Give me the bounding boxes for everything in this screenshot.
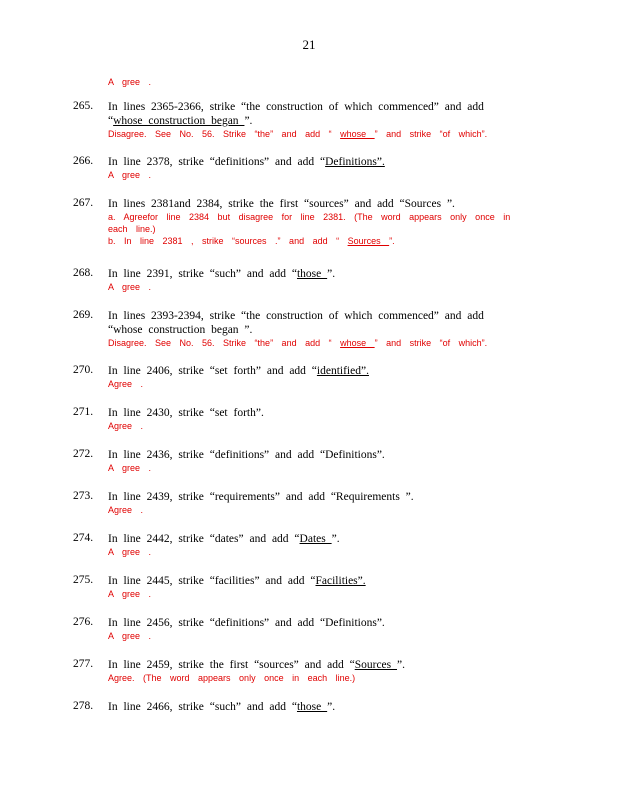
response-text [108, 281, 518, 293]
item-text [108, 532, 518, 558]
amendment-instruction [108, 197, 518, 211]
instruction-text: In line 2442, strike “dates” and add “ [108, 533, 300, 545]
response-segment: Disagree. See No. 56. Strike “the” and add “ [108, 338, 341, 348]
response-segment: A gree . [108, 170, 152, 180]
response-text [108, 378, 518, 390]
response-text [108, 588, 518, 600]
instruction-text: In line 2456, strike “definitions” and add “Definitions”. [108, 617, 385, 629]
instruction-text: In line 2391, strike “such” and add “ [108, 268, 297, 280]
response-text [108, 630, 518, 642]
response-segment: Disagree. See No. 56. Strike “the” and add “ [108, 129, 341, 139]
amendment-instruction [108, 155, 518, 169]
response-segment-end: ”. [389, 236, 395, 246]
item-number: 266. [73, 155, 94, 167]
response-segment: A gree . [108, 282, 152, 292]
item-number: 272. [73, 448, 94, 460]
item-number: 271. [73, 406, 94, 418]
amendment-instruction [108, 406, 518, 420]
item-text [108, 155, 518, 181]
instruction-text: In line 2406, strike “set forth” and add “ [108, 365, 317, 377]
item-text [108, 490, 518, 516]
amendment-instruction [108, 490, 518, 504]
response-text [108, 504, 518, 516]
item-number: 278. [73, 700, 94, 712]
instruction-text-end: ”. [397, 659, 405, 671]
page-number: 21 [302, 37, 316, 52]
response-segment: a. Agreefor line 2384 but disagree for line 2381. (The word appears only once in each line.) [108, 212, 511, 234]
added-text: Facilities”. [315, 575, 366, 587]
instruction-text-end: ”. [331, 533, 340, 545]
amendment-instruction [108, 658, 518, 672]
response-text [108, 169, 518, 181]
response-text [108, 462, 518, 474]
item-text [108, 197, 518, 247]
item-text [108, 700, 518, 714]
added-text: those [296, 268, 328, 280]
item-number: 277. [73, 658, 94, 670]
amendment-instruction [108, 309, 518, 337]
item-text [108, 616, 518, 642]
response-segment: A gree . [108, 547, 152, 557]
response-segment-end: ” and strike “of which”. [374, 338, 488, 348]
response-text [108, 128, 518, 140]
response-segment: Agree. (The word appears only once in each line.) [108, 673, 356, 683]
item-text [108, 448, 518, 474]
response-text [108, 546, 518, 558]
response-text [108, 420, 518, 432]
response-text [108, 337, 518, 349]
item-number: 265. [73, 100, 94, 112]
added-text: Sources [354, 659, 398, 671]
response-segment-end: ” and strike “of which”. [374, 129, 488, 139]
instruction-text: In line 2445, strike “facilities” and add “ [108, 575, 316, 587]
item-number: 267. [73, 197, 94, 209]
item-text [108, 406, 518, 432]
instruction-text: In line 2430, strike “set forth”. [108, 407, 264, 419]
amendment-instruction [108, 100, 518, 128]
amendment-instruction [108, 364, 518, 378]
response-segment: Agree . [108, 421, 144, 431]
response-segment: A gree . [108, 589, 152, 599]
response-segment: b. In line 2381 , strike “sources .” and add “ [108, 236, 348, 246]
instruction-text: In line 2436, strike “definitions” and add “Definitions”. [108, 449, 385, 461]
item-text [108, 100, 518, 140]
response-text [108, 235, 518, 247]
item-text [108, 574, 518, 600]
carryover-response: A gree . [108, 77, 152, 87]
amendment-instruction [108, 267, 518, 281]
item-number: 270. [73, 364, 94, 376]
item-number: 273. [73, 490, 94, 502]
item-text [108, 658, 518, 684]
added-text: Dates [299, 533, 332, 545]
item-number: 268. [73, 267, 94, 279]
instruction-text: In line 2378, strike “definitions” and add “ [108, 156, 326, 168]
item-number: 275. [73, 574, 94, 586]
response-added-text: whose [340, 338, 375, 348]
instruction-text-end: ”. [327, 701, 336, 713]
response-segment: A gree . [108, 463, 152, 473]
added-text: identified”. [316, 365, 369, 377]
added-text: those [296, 701, 328, 713]
added-text: whose construction began [113, 115, 245, 127]
instruction-text: In lines 2365-2366, strike “the construction of which commenced” and add “ [108, 101, 484, 127]
item-text [108, 364, 518, 390]
amendment-instruction [108, 532, 518, 546]
response-segment: Agree . [108, 379, 144, 389]
item-number: 274. [73, 532, 94, 544]
response-segment: Agree . [108, 505, 144, 515]
instruction-text-end: ”. [327, 268, 336, 280]
amendment-instruction [108, 700, 518, 714]
item-text [108, 309, 518, 349]
instruction-text: In lines 2381and 2384, strike the first “sources” and add “Sources ”. [108, 198, 455, 210]
item-number: 276. [73, 616, 94, 628]
added-text: Definitions”. [325, 156, 385, 168]
item-number: 269. [73, 309, 94, 321]
response-text [108, 672, 518, 684]
instruction-text: In line 2459, strike the first “sources” and add “ [108, 659, 355, 671]
instruction-text-end: ”. [244, 115, 253, 127]
response-added-text: Sources [347, 236, 390, 246]
response-segment: A gree . [108, 631, 152, 641]
amendment-instruction [108, 616, 518, 630]
amendment-instruction [108, 574, 518, 588]
instruction-text: In line 2466, strike “such” and add “ [108, 701, 297, 713]
item-text [108, 267, 518, 293]
response-added-text: whose [340, 129, 375, 139]
response-text [108, 211, 518, 235]
instruction-text: In line 2439, strike “requirements” and add “Requirements ”. [108, 491, 414, 503]
amendment-instruction [108, 448, 518, 462]
instruction-text: In lines 2393-2394, strike “the construction of which commenced” and add “whose construction began ”. [108, 310, 484, 336]
